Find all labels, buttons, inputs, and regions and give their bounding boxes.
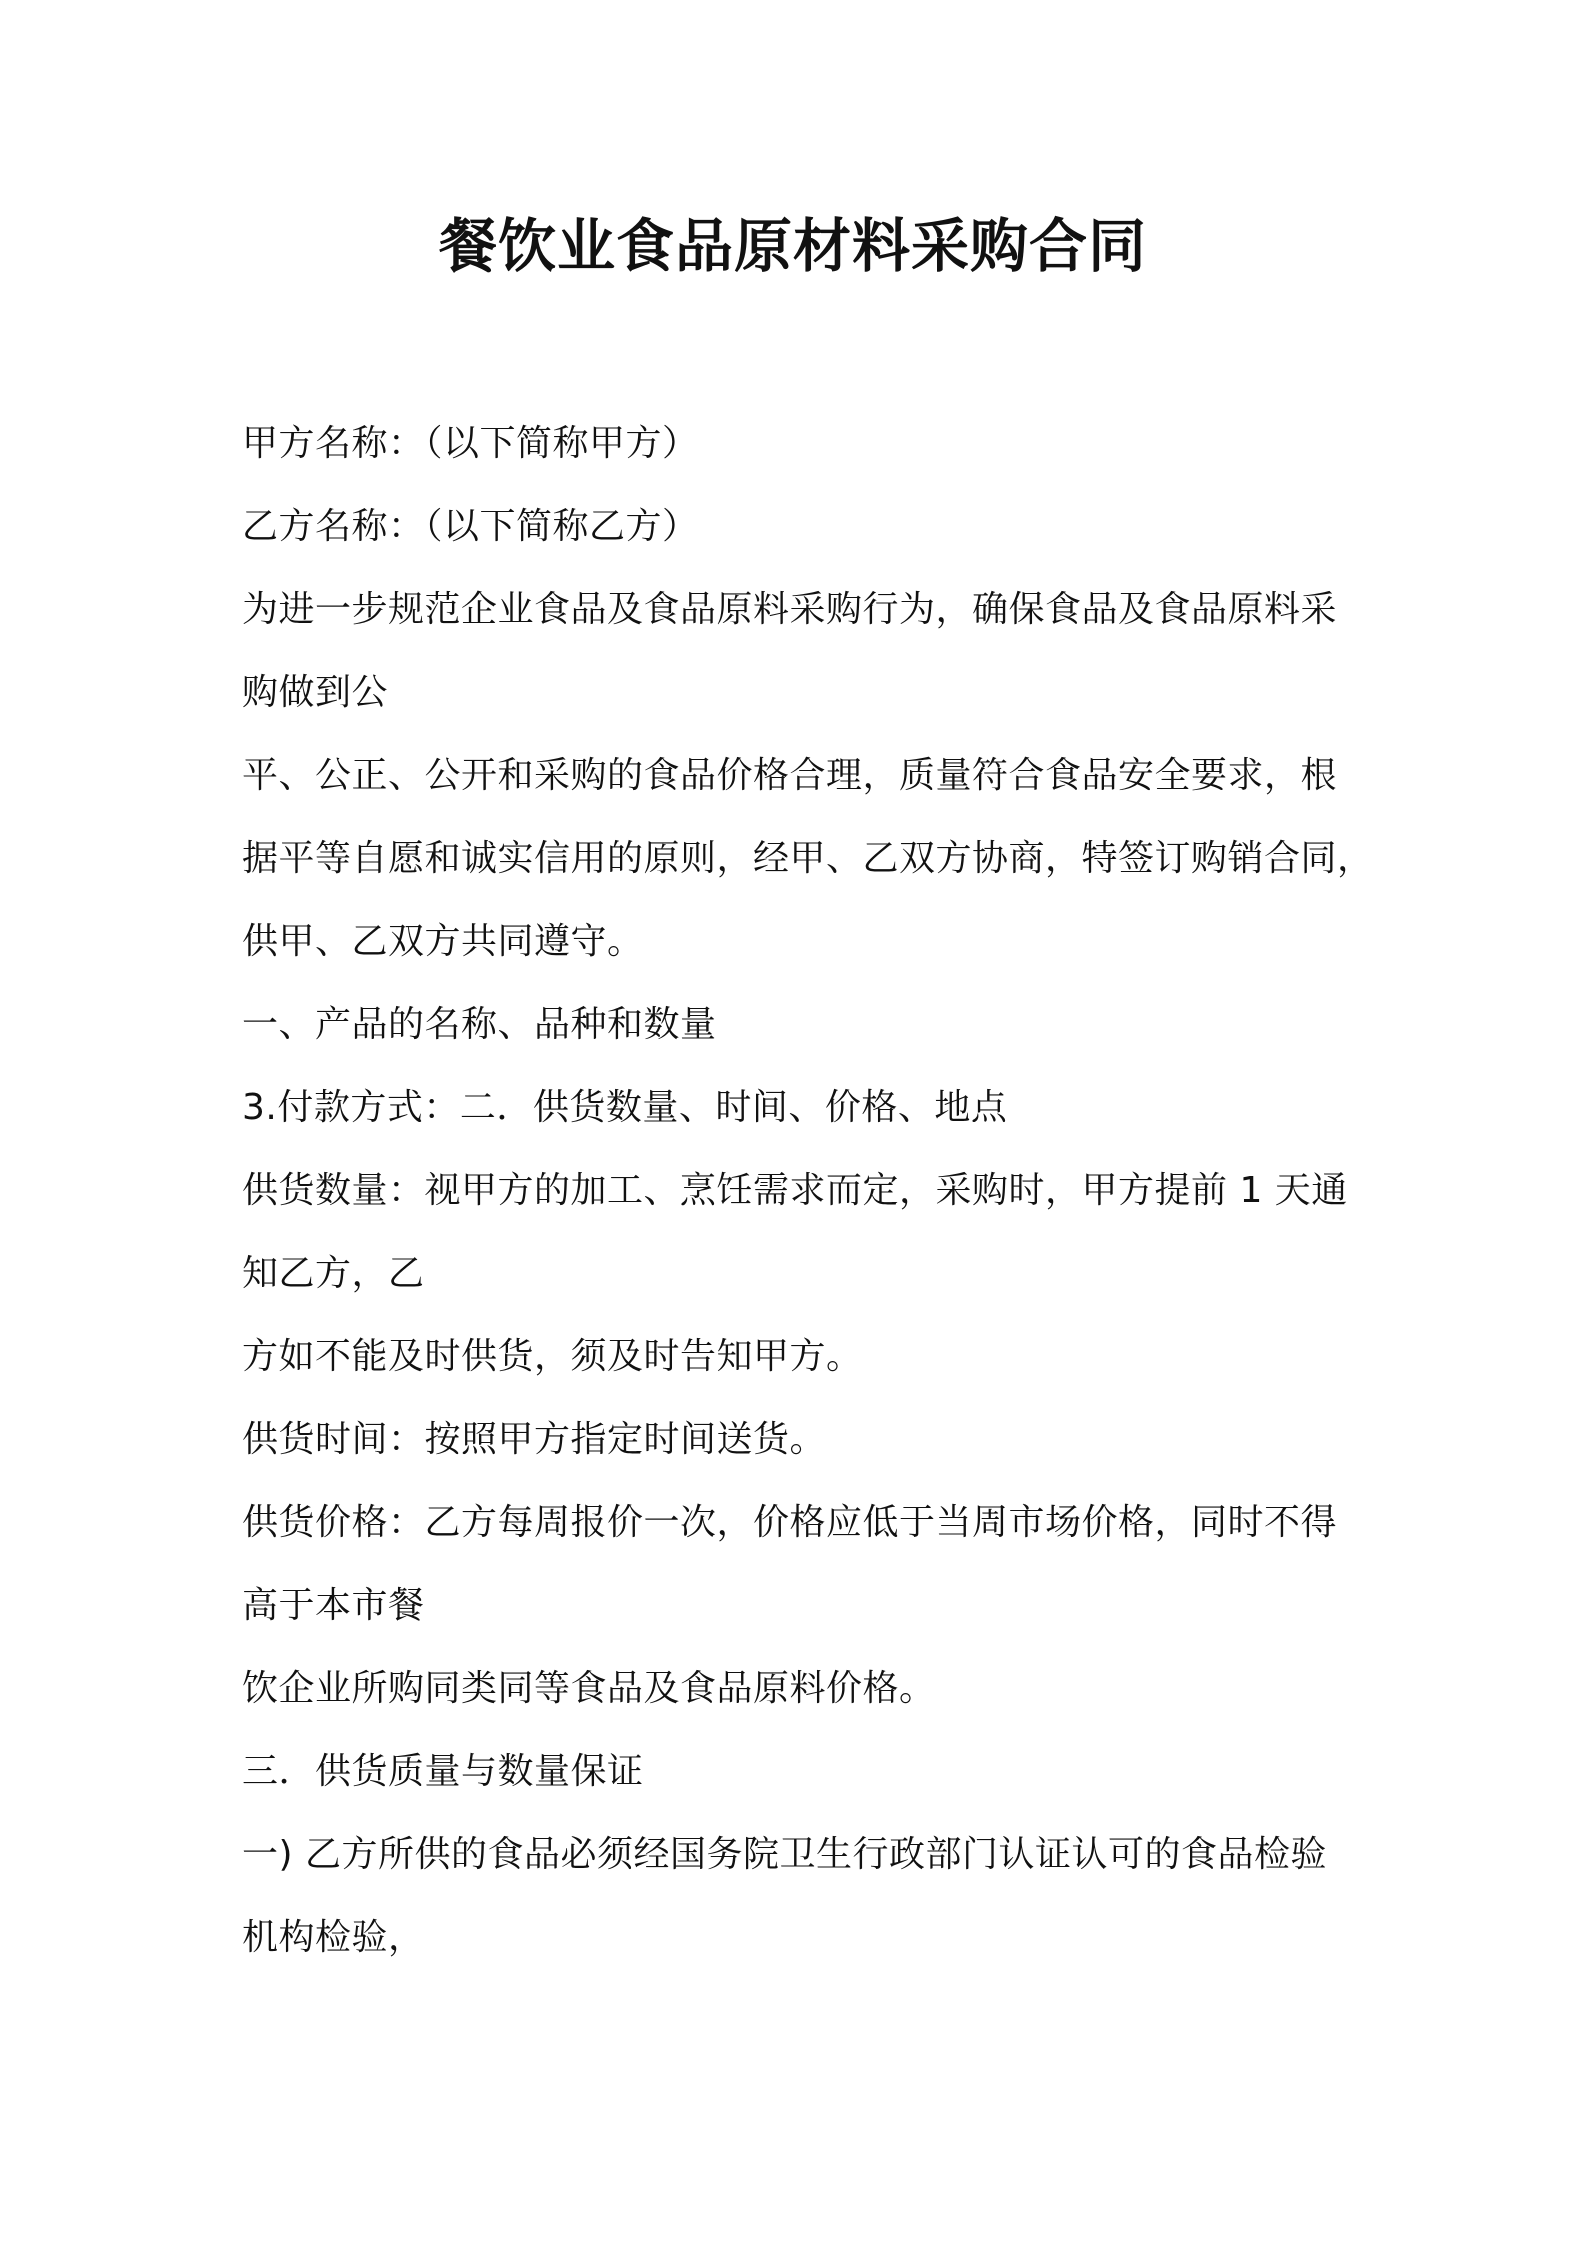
document-body	[242, 402, 1374, 1979]
preamble-line: 供甲、乙双方共同遵守。	[242, 921, 644, 962]
preamble-line: 平、公正、公开和采购的食品价格合理，质量符合食品安全要求，根	[242, 755, 1338, 796]
supply-quantity-line: 方如不能及时供货，须及时告知甲方。	[242, 1336, 863, 1377]
supply-time-line: 供货时间：按照甲方指定时间送货。	[242, 1419, 827, 1460]
quality-clause-line: 机构检验，	[242, 1917, 425, 1958]
supply-quantity-line: 知乙方，乙	[242, 1253, 425, 1294]
section-heading-2: 3.付款方式：二．供货数量、时间、价格、地点	[242, 1087, 1008, 1128]
quality-clause-line: 一) 乙方所供的食品必须经国务院卫生行政部门认证认可的食品检验	[242, 1834, 1327, 1875]
section-heading-3: 三．供货质量与数量保证	[242, 1751, 644, 1792]
section-heading-1: 一、产品的名称、品种和数量	[242, 1004, 717, 1045]
supply-price-line: 饮企业所购同类同等食品及食品原料价格。	[242, 1668, 936, 1709]
party-b-name-line: 乙方名称：（以下简称乙方）	[242, 506, 699, 547]
supply-quantity-line: 供货数量：视甲方的加工、烹饪需求而定，采购时，甲方提前 1 天通	[242, 1170, 1348, 1211]
party-a-name-line: 甲方名称：（以下简称甲方）	[242, 423, 699, 464]
preamble-line: 据平等自愿和诚实信用的原则，经甲、乙双方协商，特签订购销合同，	[242, 838, 1374, 879]
document-title: 餐饮业食品原材料采购合同	[438, 212, 1147, 280]
preamble-line: 为进一步规范企业食品及食品原料采购行为，确保食品及食品原料采	[242, 589, 1338, 630]
supply-price-line: 供货价格：乙方每周报价一次，价格应低于当周市场价格，同时不得	[242, 1502, 1338, 1543]
preamble-line: 购做到公	[242, 672, 389, 713]
supply-price-line: 高于本市餐	[242, 1585, 425, 1626]
